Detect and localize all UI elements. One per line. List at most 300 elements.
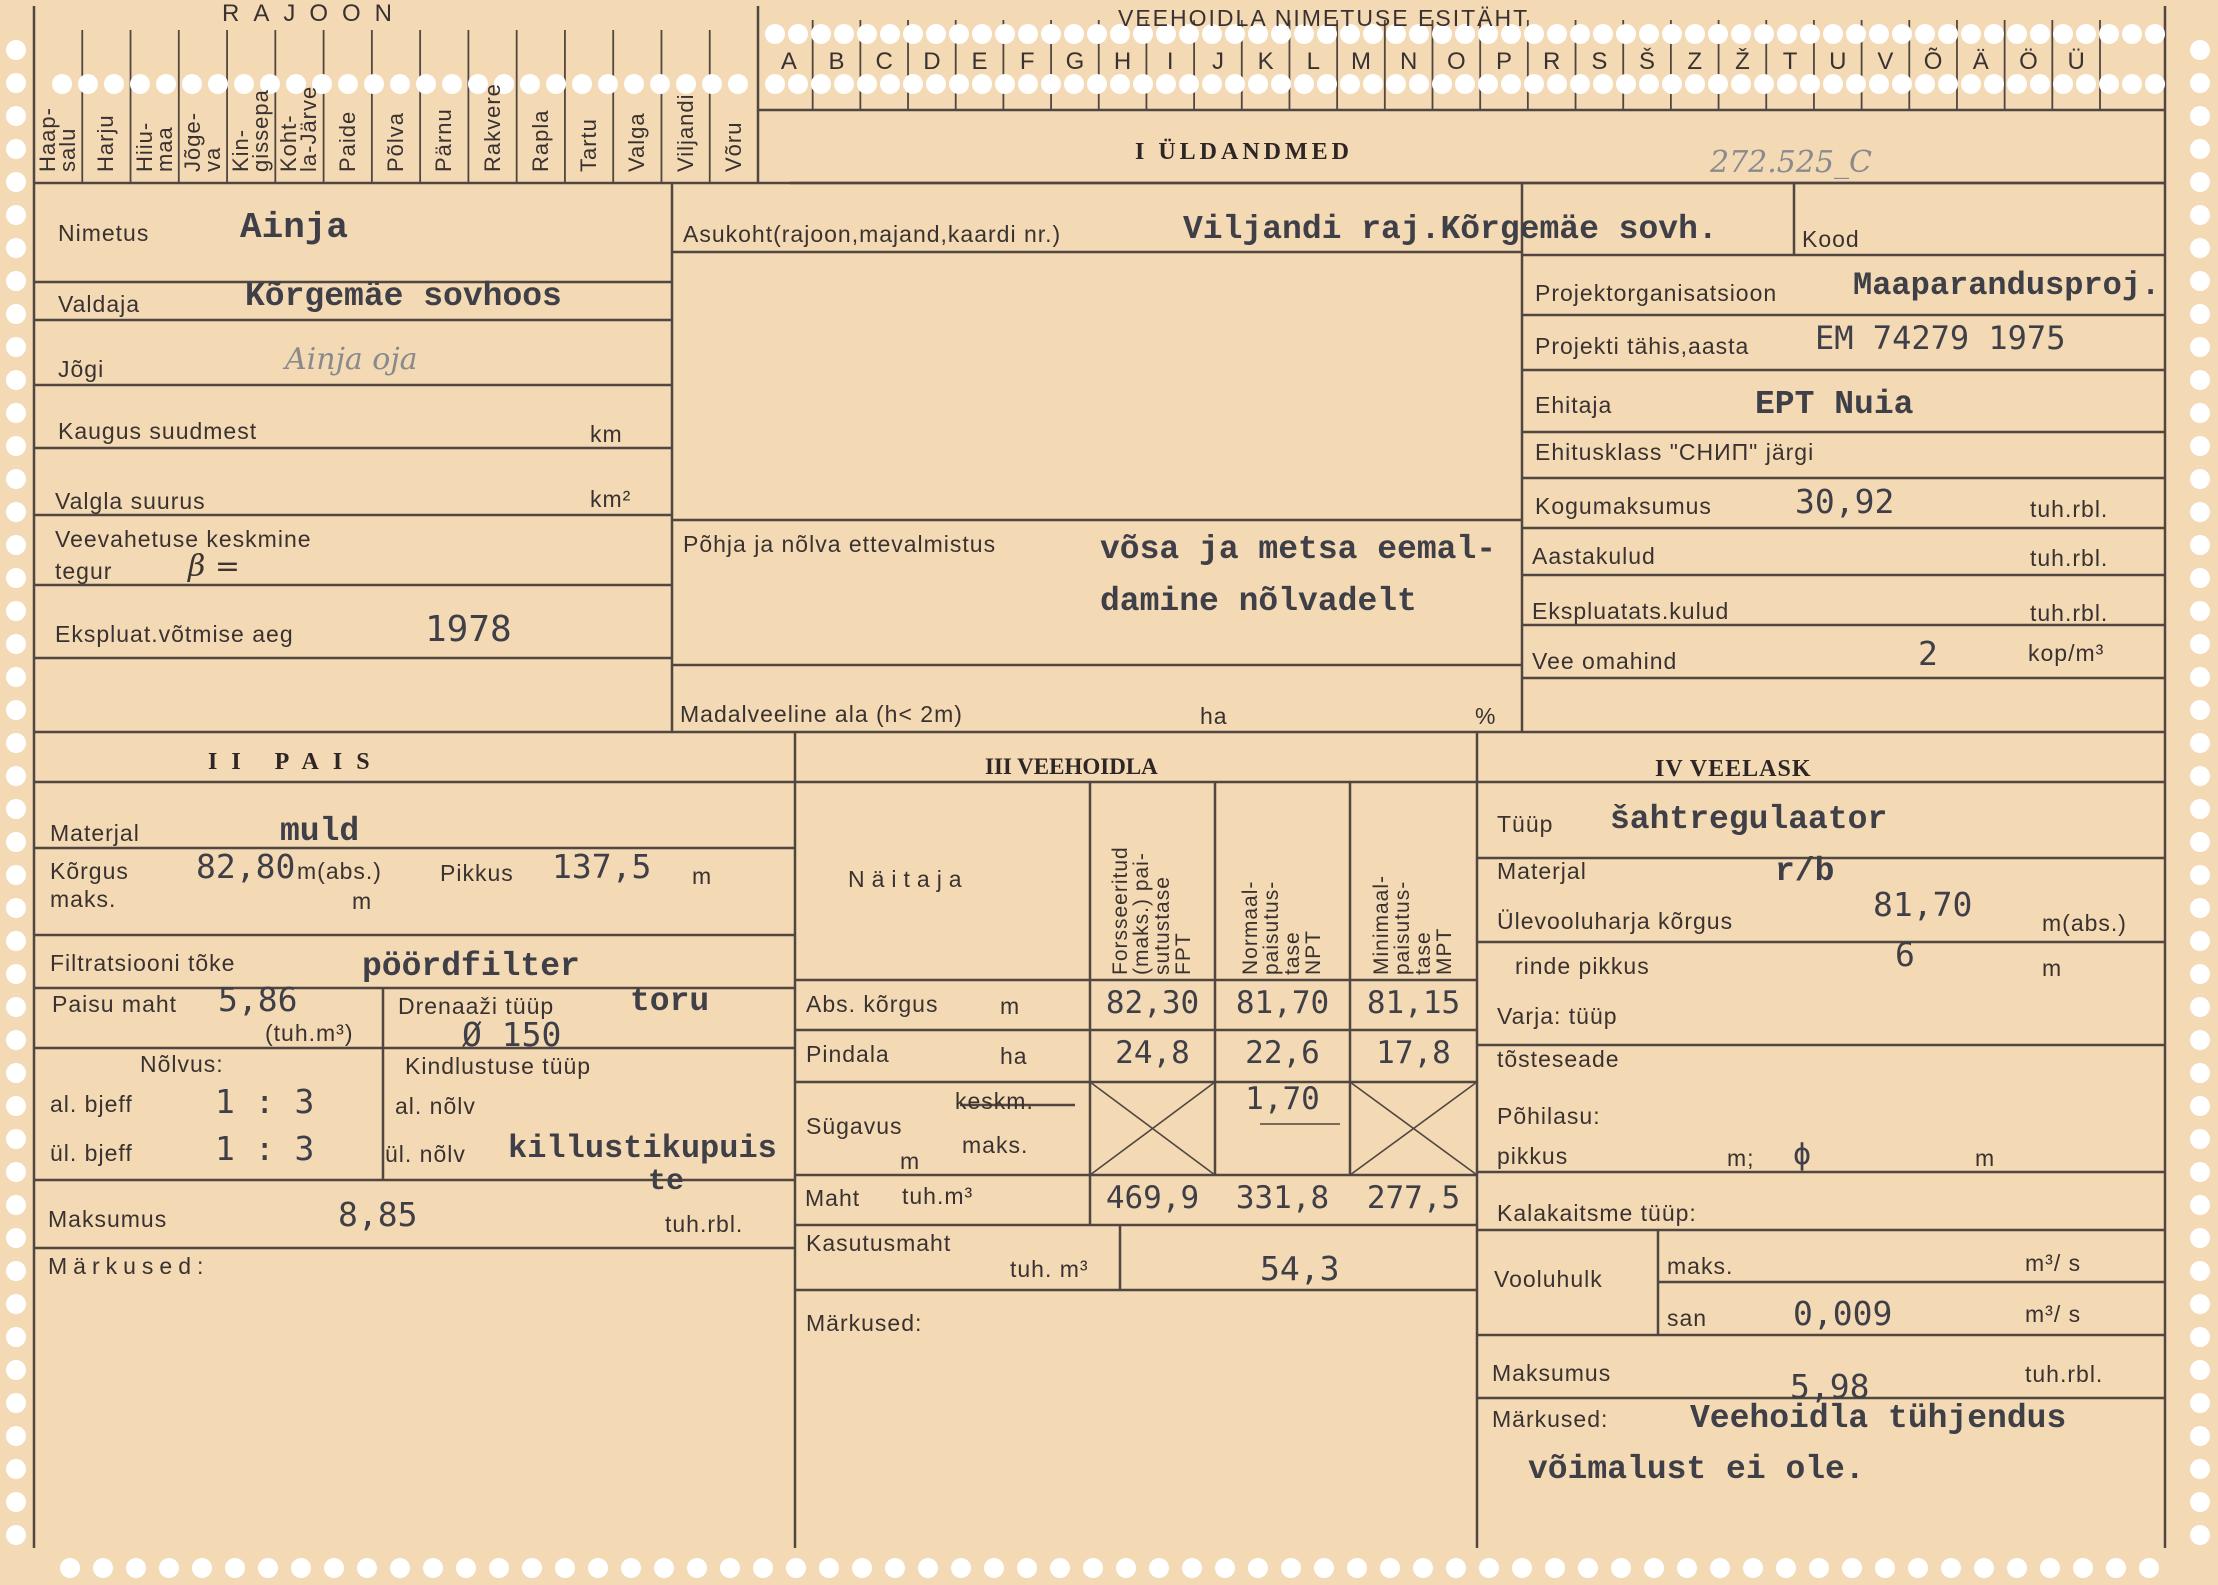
- veelask-materjal-label: Materjal: [1497, 858, 1587, 884]
- perforation-hole: [1754, 24, 1774, 44]
- perforation-hole: [6, 403, 26, 423]
- perforation-hole: [880, 24, 900, 44]
- perforation-hole: [489, 1558, 509, 1578]
- perforation-hole: [2190, 1063, 2210, 1083]
- perforation-hole: [949, 24, 969, 44]
- perforation-hole: [1984, 24, 2004, 44]
- perforation-hole: [702, 74, 722, 94]
- perforation-hole: [949, 74, 969, 94]
- veelask-materjal-value: r/b: [1775, 853, 1835, 890]
- rajoon-label: Harju: [93, 114, 119, 172]
- perforation-hole: [834, 74, 854, 94]
- perforation-hole: [2190, 535, 2210, 555]
- perforation-hole: [6, 1162, 26, 1182]
- pais-materjal-label: Materjal: [50, 820, 140, 846]
- projektorg-value: Maaparandusproj.: [1853, 267, 2161, 304]
- veelask-tyyp-label: Tüüp: [1497, 811, 1554, 837]
- perforation-hole: [926, 74, 946, 94]
- perforation-hole: [2190, 931, 2210, 951]
- perforation-hole: [2190, 337, 2210, 357]
- perforation-hole: [1869, 24, 1889, 44]
- perforation-hole: [2190, 139, 2210, 159]
- letter-index-item: H: [1113, 48, 1132, 75]
- vooluhulk-maks-unit: m³/ s: [2025, 1250, 2082, 1276]
- rajoon-label: Koht- la-Järve: [276, 85, 322, 172]
- perforation-hole: [676, 74, 696, 94]
- perforation-hole: [2190, 1525, 2210, 1545]
- perforation-hole: [416, 74, 436, 94]
- rajoon-label: Pärnu: [431, 108, 457, 172]
- perforation-hole: [2139, 1558, 2159, 1578]
- perforation-hole: [995, 74, 1015, 94]
- perforation-hole: [2190, 733, 2210, 753]
- sugavus-keskm-label: keskm.: [955, 1088, 1034, 1114]
- perforation-hole: [1938, 74, 1958, 94]
- perforation-hole: [6, 1063, 26, 1083]
- rajoon-title: RAJOON: [222, 0, 407, 27]
- perforation-hole: [819, 1558, 839, 1578]
- perforation-hole: [6, 1129, 26, 1149]
- ul-nolv-value: killustikupuis: [508, 1130, 777, 1167]
- vooluhulk-san-unit: m³/ s: [2025, 1301, 2082, 1327]
- perforation-hole: [650, 74, 670, 94]
- perforation-hole: [1380, 1558, 1400, 1578]
- perforation-hole: [2122, 24, 2142, 44]
- perforation-hole: [2190, 106, 2210, 126]
- perforation-hole: [6, 1525, 26, 1545]
- perforation-hole: [2106, 1558, 2126, 1578]
- perforation-hole: [786, 1558, 806, 1578]
- perforation-hole: [2053, 74, 2073, 94]
- pohilasu-label: Põhilasu:: [1497, 1103, 1601, 1129]
- perforation-hole: [857, 24, 877, 44]
- pohilasu-pikkus-label: pikkus: [1497, 1143, 1569, 1169]
- perforation-hole: [1846, 74, 1866, 94]
- perforation-hole: [1639, 24, 1659, 44]
- veehoidla-column-header: Minimaal- paisutus- tase MPT: [1370, 874, 1456, 975]
- veehoidla-cell-value: 81,15: [1366, 985, 1461, 1021]
- perforation-hole: [1578, 1558, 1598, 1578]
- perforation-hole: [6, 700, 26, 720]
- vooluhulk-san-value: 0,009: [1793, 1294, 1893, 1333]
- valdaja-value: Kõrgemäe sovhoos: [245, 278, 562, 315]
- veehoidla-cell-value: 81,70: [1235, 985, 1330, 1021]
- perforation-hole: [1915, 24, 1935, 44]
- perforation-hole: [2190, 238, 2210, 258]
- perforation-hole: [2190, 1261, 2210, 1281]
- perforation-hole: [1018, 24, 1038, 44]
- perforation-hole: [6, 502, 26, 522]
- perforation-hole: [1941, 1558, 1961, 1578]
- perforation-hole: [852, 1558, 872, 1578]
- rajoon-label: Rapla: [527, 109, 553, 172]
- perforation-hole: [2190, 436, 2210, 456]
- perforation-hole: [2073, 1558, 2093, 1578]
- perforation-hole: [572, 74, 592, 94]
- veevahetus-label-2: tegur: [55, 558, 113, 584]
- perforation-hole: [6, 799, 26, 819]
- perforation-hole: [1294, 74, 1314, 94]
- ehitusklass-label: Ehitusklass "СНИП" järgi: [1535, 439, 1815, 465]
- veehoidla-row-unit: tuh.m³: [902, 1183, 974, 1209]
- veehoidla-column-header: Normaal- paisutus- tase NPT: [1239, 880, 1325, 975]
- naitaja-label: Näitaja: [848, 866, 969, 892]
- perforation-hole: [1087, 24, 1107, 44]
- letter-index-item: N: [1399, 48, 1418, 75]
- perforation-hole: [1017, 1558, 1037, 1578]
- perforation-hole: [1875, 1558, 1895, 1578]
- perforation-hole: [811, 24, 831, 44]
- perforation-hole: [1409, 74, 1429, 94]
- pikkus-label: Pikkus: [440, 860, 514, 886]
- paisu-maht-label: Paisu maht: [52, 991, 178, 1017]
- pohja-value-1: võsa ja metsa eemal-: [1100, 531, 1497, 568]
- perforation-hole: [1041, 24, 1061, 44]
- madalveeline-unit-ha: ha: [1200, 703, 1228, 729]
- ekspluat-aeg-label: Ekspluat.võtmise aeg: [55, 621, 294, 647]
- perforation-hole: [1677, 1558, 1697, 1578]
- perforation-hole: [6, 238, 26, 258]
- perforation-hole: [6, 1261, 26, 1281]
- perforation-hole: [2030, 24, 2050, 44]
- perforation-hole: [1271, 74, 1291, 94]
- perforation-hole: [6, 535, 26, 555]
- perforation-hole: [1974, 1558, 1994, 1578]
- perforation-hole: [1846, 24, 1866, 44]
- ulevool-unit: m(abs.): [2042, 910, 2127, 936]
- perforation-hole: [2030, 74, 2050, 94]
- veehoidla-row-unit: m: [900, 1148, 921, 1174]
- perforation-hole: [6, 1228, 26, 1248]
- perforation-hole: [338, 74, 358, 94]
- perforation-hole: [6, 469, 26, 489]
- pais-materjal-value: muld: [280, 813, 360, 850]
- perforation-hole: [1616, 74, 1636, 94]
- perforation-hole: [6, 73, 26, 93]
- perforation-hole: [857, 74, 877, 94]
- perforation-hole: [2190, 370, 2210, 390]
- perforation-hole: [765, 24, 785, 44]
- perforation-hole: [1938, 24, 1958, 44]
- asukoht-label: Asukoht(rajoon,majand,kaardi nr.): [683, 221, 1062, 247]
- perforation-hole: [811, 74, 831, 94]
- veehoidla-markused-label: Märkused:: [806, 1310, 923, 1336]
- perforation-hole: [2145, 24, 2165, 44]
- valgla-label: Valgla suurus: [55, 488, 206, 514]
- valgla-unit: km²: [590, 486, 632, 512]
- perforation-hole: [588, 1558, 608, 1578]
- veehoidla-cell-value: 24,8: [1115, 1035, 1190, 1071]
- perforation-hole: [1685, 74, 1705, 94]
- veelask-maksumus-unit: tuh.rbl.: [2025, 1361, 2104, 1387]
- kasutusmaht-value: 54,3: [1260, 1249, 1340, 1288]
- perforation-hole: [880, 74, 900, 94]
- perforation-hole: [765, 74, 785, 94]
- perforation-hole: [6, 1459, 26, 1479]
- section4-title: IV VEELASK: [1655, 756, 1812, 782]
- perforation-hole: [2190, 1426, 2210, 1446]
- perforation-hole: [6, 898, 26, 918]
- perforation-hole: [324, 1558, 344, 1578]
- aastakulud-unit: tuh.rbl.: [2030, 545, 2109, 571]
- madalveeline-label: Madalveeline ala (h< 2m): [680, 701, 963, 727]
- perforation-hole: [1248, 74, 1268, 94]
- perforation-hole: [598, 74, 618, 94]
- perforation-hole: [2190, 766, 2210, 786]
- perforation-hole: [2190, 865, 2210, 885]
- perforation-hole: [1754, 74, 1774, 94]
- perforation-hole: [6, 370, 26, 390]
- perforation-hole: [291, 1558, 311, 1578]
- perforation-hole: [1110, 74, 1130, 94]
- pais-markused-label: Märkused:: [48, 1253, 210, 1279]
- perforation-hole: [1340, 74, 1360, 94]
- perforation-hole: [2190, 1459, 2210, 1479]
- perforation-hole: [258, 1558, 278, 1578]
- madalveeline-unit-pct: %: [1475, 703, 1497, 729]
- perforation-hole: [621, 1558, 641, 1578]
- vooluhulk-maks-label: maks.: [1667, 1253, 1734, 1279]
- perforation-hole: [1317, 74, 1337, 94]
- nolvus-label: Nõlvus:: [140, 1051, 224, 1077]
- korgus-unit: m(abs.): [297, 858, 382, 884]
- perforation-hole: [2190, 1294, 2210, 1314]
- perforation-hole: [1087, 74, 1107, 94]
- perforation-hole: [720, 1558, 740, 1578]
- name-index-title: VEEHOIDLA NIMETUSE ESITÄHT: [1118, 5, 1530, 31]
- letter-index-item: T: [1782, 48, 1798, 75]
- letter-index-item: K: [1257, 48, 1274, 75]
- perforation-hole: [687, 1558, 707, 1578]
- perforation-hole: [390, 74, 410, 94]
- ehitaja-value: EPT Nuia: [1755, 386, 1914, 423]
- perforation-hole: [1413, 1558, 1433, 1578]
- vooluhulk-san-label: san: [1667, 1305, 1708, 1331]
- perforation-hole: [555, 1558, 575, 1578]
- perforation-hole: [1149, 1558, 1169, 1578]
- perforation-hole: [1776, 1558, 1796, 1578]
- pikkus-unit: m: [692, 863, 713, 889]
- ekspluat-aeg-value: 1978: [425, 609, 512, 650]
- perforation-hole: [130, 74, 150, 94]
- perforation-hole: [1281, 1558, 1301, 1578]
- perforation-hole: [1823, 24, 1843, 44]
- letter-index-item: I: [1166, 48, 1174, 75]
- perforation-hole: [208, 74, 228, 94]
- rajoon-label: Haap- salu: [35, 107, 81, 172]
- perforation-hole: [1182, 1558, 1202, 1578]
- veelask-maksumus-value: 5,98: [1790, 1367, 1870, 1406]
- perforation-hole: [1179, 74, 1199, 94]
- pohilasu-unit: m;: [1727, 1145, 1755, 1171]
- perforation-hole: [364, 74, 384, 94]
- perforation-hole: [2076, 74, 2096, 94]
- perforation-hole: [1708, 74, 1728, 94]
- veehoidla-cell-value: 331,8: [1235, 1180, 1330, 1216]
- veehoidla-row-label: Abs. kõrgus: [806, 991, 939, 1017]
- perforation-hole: [1083, 1558, 1103, 1578]
- perforation-hole: [2190, 73, 2210, 93]
- perforation-hole: [1892, 74, 1912, 94]
- letter-index-item: Ü: [2067, 48, 2085, 75]
- perforation-hole: [6, 1030, 26, 1050]
- nimetus-value: Ainja: [240, 207, 349, 248]
- perforation-hole: [6, 568, 26, 588]
- perforation-hole: [1685, 24, 1705, 44]
- perforation-hole: [357, 1558, 377, 1578]
- perforation-hole: [1800, 24, 1820, 44]
- perforation-hole: [2190, 469, 2210, 489]
- letter-index-item: Š: [1639, 48, 1656, 75]
- perforation-hole: [728, 74, 748, 94]
- perforation-hole: [423, 1558, 443, 1578]
- perforation-hole: [126, 1558, 146, 1578]
- perforation-hole: [1446, 1558, 1466, 1578]
- perforation-hole: [1545, 1558, 1565, 1578]
- perforation-hole: [1809, 1558, 1829, 1578]
- letter-index-item: S: [1591, 48, 1608, 75]
- perforation-hole: [520, 74, 540, 94]
- veehoidla-cell-value: 277,5: [1366, 1180, 1461, 1216]
- kasutusmaht-unit: tuh. m³: [1010, 1256, 1089, 1282]
- perforation-hole: [546, 74, 566, 94]
- perforation-hole: [2190, 1327, 2210, 1347]
- perforation-hole: [2190, 700, 2210, 720]
- perforation-hole: [1479, 1558, 1499, 1578]
- perforation-hole: [1984, 74, 2004, 94]
- drenaaz-diameter: Ø 150: [462, 1015, 562, 1054]
- perforation-hole: [6, 865, 26, 885]
- perforation-hole: [624, 74, 644, 94]
- perforation-hole: [2190, 1393, 2210, 1413]
- perforation-hole: [1662, 24, 1682, 44]
- perforation-hole: [1501, 74, 1521, 94]
- perforation-hole: [972, 24, 992, 44]
- archive-code: 272.525_C: [1710, 145, 1873, 180]
- perforation-hole: [1823, 74, 1843, 94]
- perforation-hole: [2190, 304, 2210, 324]
- perforation-hole: [2190, 1228, 2210, 1248]
- letter-index-item: Õ: [1923, 48, 1943, 75]
- veehoidla-column-header: Forsseeritud (maks.) pai- sutustase FPT: [1109, 846, 1195, 975]
- perforation-hole: [6, 667, 26, 687]
- perforation-hole: [1961, 74, 1981, 94]
- perforation-hole: [6, 1393, 26, 1413]
- perforation-hole: [972, 74, 992, 94]
- omahind-unit: kop/m³: [2028, 640, 2105, 666]
- perforation-hole: [6, 832, 26, 852]
- letter-index-item: Ö: [2019, 48, 2038, 75]
- perforation-hole: [2190, 1030, 2210, 1050]
- perforation-hole: [1386, 74, 1406, 94]
- letter-index-item: V: [1877, 48, 1894, 75]
- perforation-hole: [918, 1558, 938, 1578]
- veelask-markused-line2: võimalust ei ole.: [1528, 1451, 1865, 1488]
- veehoidla-row-unit: ha: [1000, 1043, 1028, 1069]
- letter-index-item: J: [1211, 48, 1224, 75]
- perforation-hole: [1156, 74, 1176, 94]
- perforation-hole: [6, 436, 26, 456]
- perforation-hole: [6, 931, 26, 951]
- ul-nolv-label: ül. nõlv: [385, 1141, 466, 1167]
- perforation-hole: [926, 24, 946, 44]
- jogi-label: Jõgi: [58, 356, 105, 382]
- ul-nolv-value-2: te: [648, 1165, 685, 1199]
- perforation-hole: [52, 74, 72, 94]
- korgus-label-2: maks.: [50, 886, 117, 912]
- perforation-hole: [6, 997, 26, 1017]
- rajoon-label: Hiiu- maa: [131, 121, 177, 172]
- perforation-hole: [2190, 667, 2210, 687]
- letter-index-item: Ä: [1972, 48, 1989, 75]
- perforation-hole: [753, 1558, 773, 1578]
- perforation-hole: [2190, 40, 2210, 60]
- veevahetus-label: Veevahetuse keskmine: [55, 526, 312, 552]
- perforation-hole: [1064, 74, 1084, 94]
- perforation-hole: [2190, 634, 2210, 654]
- perforation-hole: [1547, 74, 1567, 94]
- perforation-hole: [2190, 568, 2210, 588]
- kogumaksumus-label: Kogumaksumus: [1535, 493, 1712, 519]
- perforation-hole: [1363, 74, 1383, 94]
- al-bjeff-label: al. bjeff: [50, 1091, 133, 1117]
- perforation-hole: [6, 304, 26, 324]
- perforation-hole: [1050, 1558, 1070, 1578]
- filtr-label: Filtratsiooni tõke: [50, 950, 236, 976]
- perforation-hole: [2007, 1558, 2027, 1578]
- pais-maksumus-value: 8,85: [338, 1195, 418, 1234]
- veehoidla-cell-value: 17,8: [1376, 1035, 1451, 1071]
- ul-bjeff-label: ül. bjeff: [50, 1140, 133, 1166]
- korgus-value: 82,80: [196, 847, 296, 886]
- perforation-hole: [1908, 1558, 1928, 1578]
- perforation-hole: [2190, 172, 2210, 192]
- perforation-hole: [2099, 24, 2119, 44]
- rinde-pikkus-value: 6: [1895, 935, 1915, 974]
- letter-index-item: R: [1543, 48, 1561, 75]
- perforation-hole: [1064, 24, 1084, 44]
- perforation-hole: [6, 271, 26, 291]
- perforation-hole: [1133, 74, 1153, 94]
- pais-maksumus-unit: tuh.rbl.: [665, 1211, 744, 1237]
- kaugus-label: Kaugus suudmest: [58, 418, 258, 444]
- valdaja-label: Valdaja: [58, 291, 141, 317]
- perforation-hole: [2145, 74, 2165, 94]
- perforation-hole: [1777, 24, 1797, 44]
- paisu-maht-unit: (tuh.m³): [265, 1020, 354, 1046]
- perforation-hole: [903, 74, 923, 94]
- drenaaz-label: Drenaaži tüüp: [398, 993, 555, 1019]
- rajoon-label: Põlva: [383, 111, 408, 172]
- perforation-hole: [654, 1558, 674, 1578]
- perforation-hole: [1041, 74, 1061, 94]
- perforation-hole: [1777, 74, 1797, 94]
- al-nolv-label: al. nõlv: [395, 1093, 476, 1119]
- perforation-hole: [1892, 24, 1912, 44]
- kalakaitse-label: Kalakaitsme tüüp:: [1497, 1200, 1697, 1226]
- ul-bjeff-value: 1 : 3: [215, 1129, 315, 1168]
- perforation-hole: [2190, 502, 2210, 522]
- nimetus-label: Nimetus: [58, 220, 150, 246]
- perforation-hole: [1961, 24, 1981, 44]
- perforation-hole: [2190, 601, 2210, 621]
- letter-index-item: F: [1019, 48, 1035, 75]
- paisu-maht-value: 5,86: [218, 980, 298, 1019]
- letter-index-item: E: [971, 48, 988, 75]
- perforation-hole: [2190, 799, 2210, 819]
- perforation-hole: [1314, 1558, 1334, 1578]
- perforation-hole: [2190, 964, 2210, 984]
